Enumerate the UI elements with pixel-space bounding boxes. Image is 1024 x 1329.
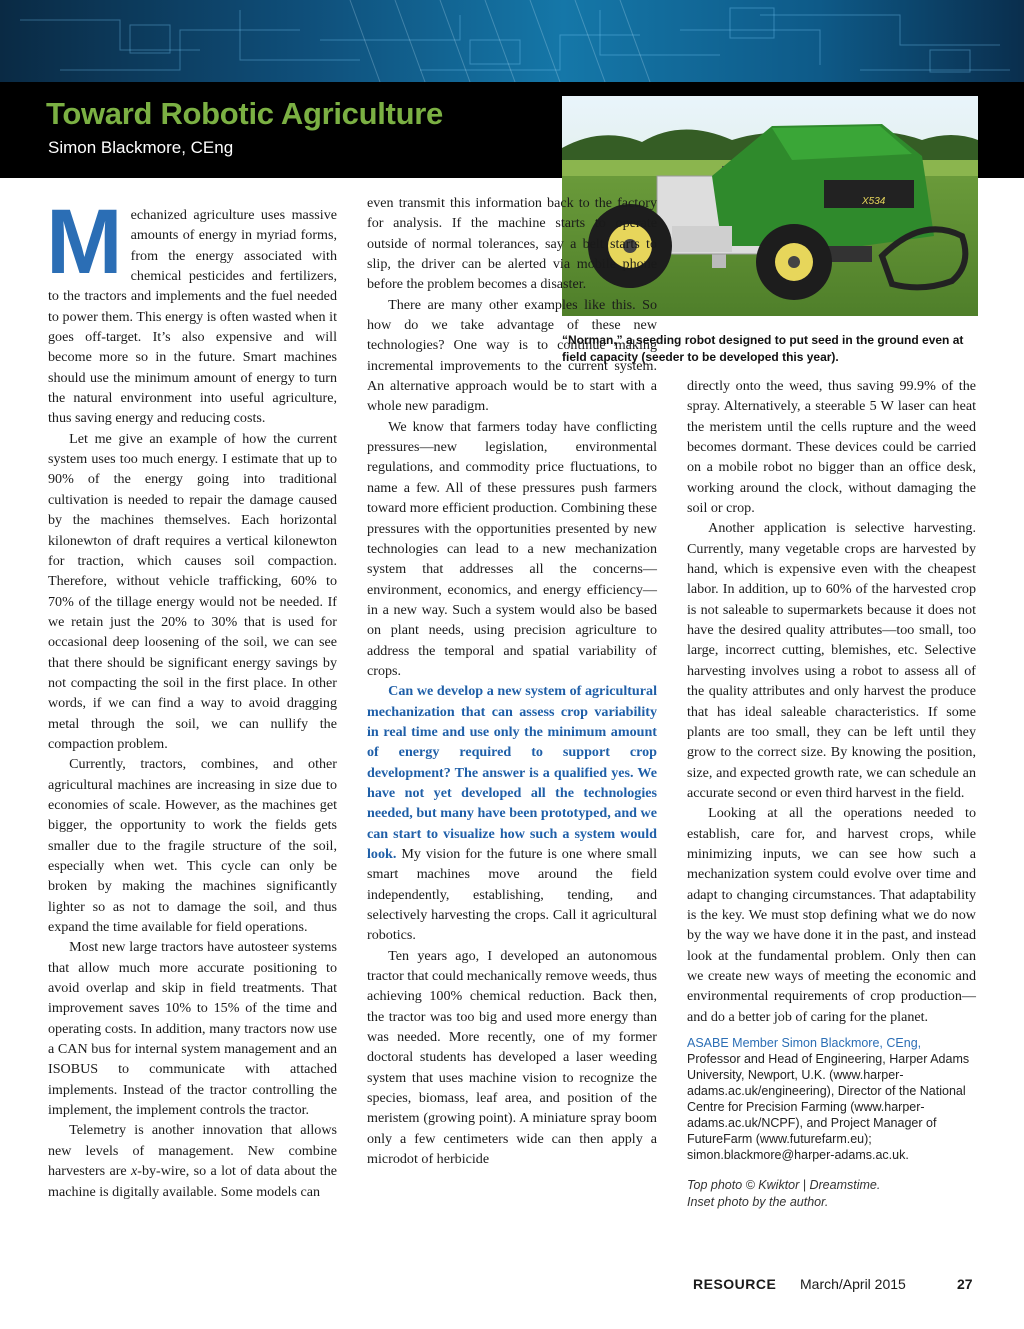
- text-run: Telemetry is another innovation that allows new levels of management. New combine harvesters are: [48, 1122, 337, 1180]
- text-run: My vision for the future is one where small smart machines move around the field independently, establishing, tending, and selectively harvesting the crops. Call it agricultural robotics.: [367, 846, 657, 944]
- article-column-1: [46, 191, 337, 1202]
- paragraph: even transmit this information back to the factory for analysis. If the machine starts to operate outside of normal tolerances, say a belt starts to slip, the driver can be alerted via mobile phone before the problem becomes a disaster.: [367, 195, 657, 293]
- inset-photo-credit: Inset photo by the author.: [687, 1195, 829, 1209]
- text-run: -by-wire, so a lot of data about the machine is digitally available. Some models can: [48, 1163, 337, 1200]
- author-bio-name: ASABE Member Simon Blackmore, CEng,: [687, 1036, 922, 1050]
- header-banner-image: [0, 0, 1024, 82]
- drop-cap: M: [46, 191, 123, 293]
- paragraph: Another application is selective harvesting. Currently, many vegetable crops are harvested by hand, which is expensive even with the cheapest labor. In addition, up to 60% of the harvested crop is not saleable to supermarkets because it does not have the desired quality attributes—too small, too large, incorrect cutting, blemishes, etc. Selective harvesting involves using a robot to assess all of the quality attributes and only harvest the produce that has ideal saleable characteristics. If some plants are too small, they can be left until they grow to the correct size. By knowing the position, size, and expected growth rate, we can schedule an accurate second or even third harvest in the field.: [687, 520, 976, 801]
- magazine-name: RESOURCE: [693, 1276, 777, 1292]
- top-photo-credit: Top photo © Kwiktor | Dreamstime.: [687, 1178, 881, 1192]
- paragraph: echanized agriculture uses massive amounts of energy in myriad forms, from the energy associated with chemical pesticides and fertilizers, to the tractors and implements and the fuel needed to power them. This energy is often wasted when it goes off-target. It’s also expensive and will become more so in the future. Smart machines should use the minimum amount of energy to turn the natural environment into useful agriculture, thus saving energy and reducing costs.: [48, 207, 337, 427]
- paragraph: [48, 1120, 337, 1201]
- paragraph: Ten years ago, I developed an autonomous tractor that could mechanically remove weeds, thus achieving 100% chemical reduction. Back then, the tractor was too big and used more energy than was needed. More recently, one of my former doctoral students has developed a laser weeding system that uses machine vision to recognize the species, biomass, leaf area, and position of the meristem (growing point). A miniature spray boom only a few centimeters wide can then apply a microdot of herbicide: [367, 947, 657, 1168]
- circuit-pattern: [0, 0, 1024, 82]
- page-number: 27: [957, 1276, 973, 1292]
- photo-credits: [687, 1177, 976, 1211]
- model-badge: X534: [862, 196, 886, 207]
- article-column-2: [367, 193, 657, 1170]
- paragraph: Looking at all the operations needed to establish, care for, and harvest crops, while minimizing inputs, we can see how such a mechanization system could evolve over time and adapt to changing circumstances. That adaptability is the key. We must stop defining what we do now by the way we have done it in the past, and instead look at the fundamental problem. Only then can we create new ways of meeting the economic and environmental requirements of crop production—and do a better job of caring for the planet.: [687, 805, 976, 1025]
- paragraph: Currently, tractors, combines, and other agricultural machines are increasing in size due to economies of scale. However, as the machines get bigger, the opportunity to work the fields gets smaller due to the fragile structure of the soil, especially when wet. This cycle can only be broken by making the machines significantly lighter so as not to damage the soil, and thus expand the time available for field operations.: [48, 756, 337, 936]
- italic-run: x: [131, 1163, 138, 1180]
- paragraph: Let me give an example of how the current system uses too much energy. I estimate that up to 90% of the energy going into traditional cultivation is needed to repair the damage caused by the machines themselves. Each horizontal kilonewton of draft requires a vertical kilonewton for traction, which causes soil compaction. Therefore, without vehicle trafficking, 60% to 70% of the tillage energy would not be needed. If we retain just the 20% to 30% that is used for occasional deep loosening of the soil, we can see that there should be significant energy savings by not compacting the soil in the first place. In other words, if we can find a way to avoid dragging metal through the soil, we can nullify the compaction problem.: [48, 430, 337, 752]
- paragraph: directly onto the weed, thus saving 99.9% of the spray. Alternatively, a steerable 5 W laser can heat the meristem until the cells rupture and the weed becomes dormant. These devices could be carried on a mobile robot no bigger than an office desk, working around the clock, without damaging the soil or crop.: [687, 378, 976, 517]
- author-bio: Professor and Head of Engineering, Harper Adams University, Newport, U.K. (www.harper-adams.ac.uk/engineering), Director of the National Centre for Precision Farming (www.harper-adams.ac.uk/NCPF), and Project Manager of FutureFarm (www.futurefarm.eu); simon.blackmore@harper-adams.ac.uk.: [687, 1052, 970, 1162]
- paragraph: Most new large tractors have autosteer systems that allow much more accurate positioning to avoid overlap and skip in field treatments. That improvement saves 10% to 15% of the time and operating costs. In addition, many tractors now use a CAN bus for internal system management and an ISOBUS to communicate with attached implements. Instead of the tractor controlling the implement, the implement controls the tractor.: [48, 939, 337, 1119]
- article-title: Toward Robotic Agriculture: [46, 96, 443, 131]
- issue-date: March/April 2015: [800, 1276, 906, 1292]
- photo-caption: “Norman,” a seeding robot designed to put seed in the ground even at field capacity (seeder to be developed this year).: [562, 333, 964, 364]
- pull-quote: Can we develop a new system of agricultural mechanization that can assess crop variability in real time and use only the minimum amount of energy required to support crop development? The answer is a qualified yes. We have not yet developed all the technologies needed, but many have been prototyped, and we can start to visualize how such a system would look.: [367, 683, 657, 862]
- article-author: Simon Blackmore, CEng: [48, 138, 234, 157]
- paragraph: [367, 681, 657, 945]
- paragraph: There are many other examples like this. So how do we take advantage of these new technologies? One way is to continue making incremental improvements to the current system. An alternative approach would be to start with a whole new paradigm.: [367, 296, 657, 415]
- article-column-3: [687, 376, 976, 1211]
- paragraph: We know that farmers today have conflicting pressures—new legislation, environmental regulations, and commodity price fluctuations, to name a few. All of these pressures push farmers toward more efficient production. Combining these pressures with the opportunities presented by new technologies can lead to a new mechanization system that addresses all the concerns—environment, economics, and energy efficiency—in a new way. Such a system would also be based on plant needs, using precision agriculture to address the temporal and spatial variability of crops.: [367, 418, 657, 679]
